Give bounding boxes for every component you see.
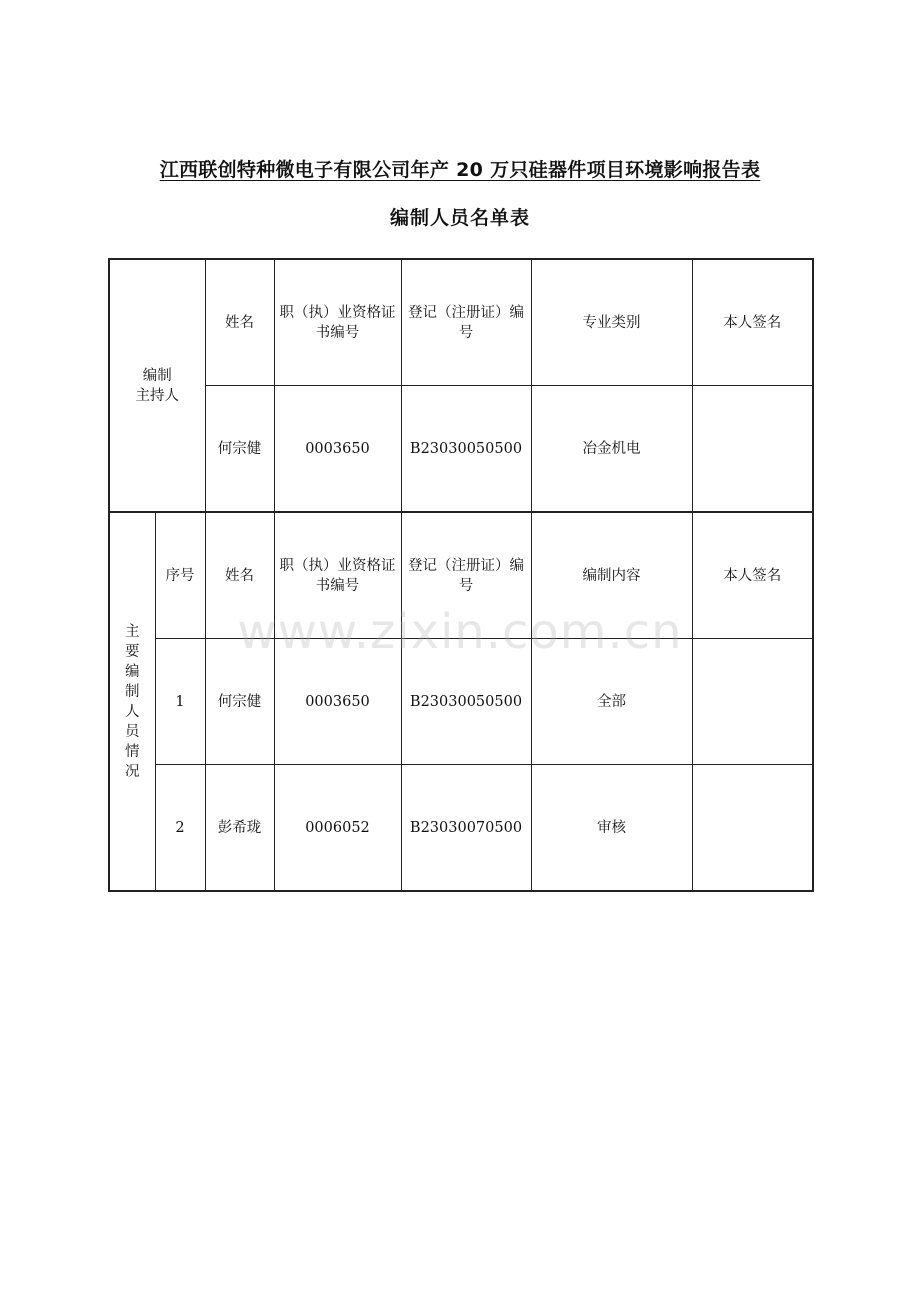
- staff-content-cell: 全部: [531, 639, 692, 765]
- host-header-specialty: 专业类别: [531, 259, 692, 386]
- staff-cert-cell: 0003650: [274, 639, 401, 765]
- staff-label-char: 制: [125, 683, 140, 700]
- staff-name-cell: 彭希珑: [205, 765, 274, 892]
- host-specialty-cell: 冶金机电: [531, 386, 692, 513]
- host-cert-cell: 0003650: [274, 386, 401, 513]
- staff-label-char: 要: [125, 643, 140, 660]
- staff-index-cell: 1: [155, 639, 205, 765]
- staff-section-label: [109, 512, 155, 891]
- staff-signature-cell: [692, 765, 813, 892]
- staff-reg-cell: B23030070500: [401, 765, 531, 892]
- staff-signature-cell: [692, 639, 813, 765]
- table-row: [109, 639, 813, 765]
- host-signature-cell: [692, 386, 813, 513]
- staff-name-cell: 何宗健: [205, 639, 274, 765]
- host-label-line1: 编制: [142, 367, 172, 384]
- staff-header-reg: 登记（注册证）编号: [401, 512, 531, 639]
- staff-reg-cell: B23030050500: [401, 639, 531, 765]
- staff-header-index: 序号: [155, 512, 205, 639]
- host-header-row: [109, 259, 813, 386]
- staff-label-char: 主: [125, 623, 140, 640]
- host-label-line2: 主持人: [135, 387, 179, 404]
- staff-index-cell: 2: [155, 765, 205, 892]
- host-header-cert: 职（执）业资格证书编号: [274, 259, 401, 386]
- host-header-reg: 登记（注册证）编号: [401, 259, 531, 386]
- staff-label-char: 员: [125, 723, 140, 740]
- staff-header-cert: 职（执）业资格证书编号: [274, 512, 401, 639]
- host-name-cell: 何宗健: [205, 386, 274, 513]
- staff-cert-cell: 0006052: [274, 765, 401, 892]
- staff-label-char: 编: [125, 663, 140, 680]
- staff-label-char: 况: [125, 763, 140, 780]
- staff-label-char: 人: [125, 703, 140, 720]
- host-reg-cell: B23030050500: [401, 386, 531, 513]
- staff-header-row: [109, 512, 813, 639]
- watermark: www.zixin.com.cn: [237, 604, 683, 660]
- staff-label-char: 情: [125, 743, 140, 760]
- staff-list-table: [108, 258, 814, 892]
- document-title: 江西联创特种微电子有限公司年产 20 万只硅器件项目环境影响报告表: [159, 159, 761, 181]
- table-row: [109, 765, 813, 892]
- staff-header-signature: 本人签名: [692, 512, 813, 639]
- host-section-label: [109, 259, 205, 512]
- staff-header-content: 编制内容: [531, 512, 692, 639]
- host-header-signature: 本人签名: [692, 259, 813, 386]
- document-subtitle: 编制人员名单表: [389, 207, 530, 229]
- host-data-row: [109, 386, 813, 513]
- staff-header-name: 姓名: [205, 512, 274, 639]
- host-header-name: 姓名: [205, 259, 274, 386]
- staff-content-cell: 审核: [531, 765, 692, 892]
